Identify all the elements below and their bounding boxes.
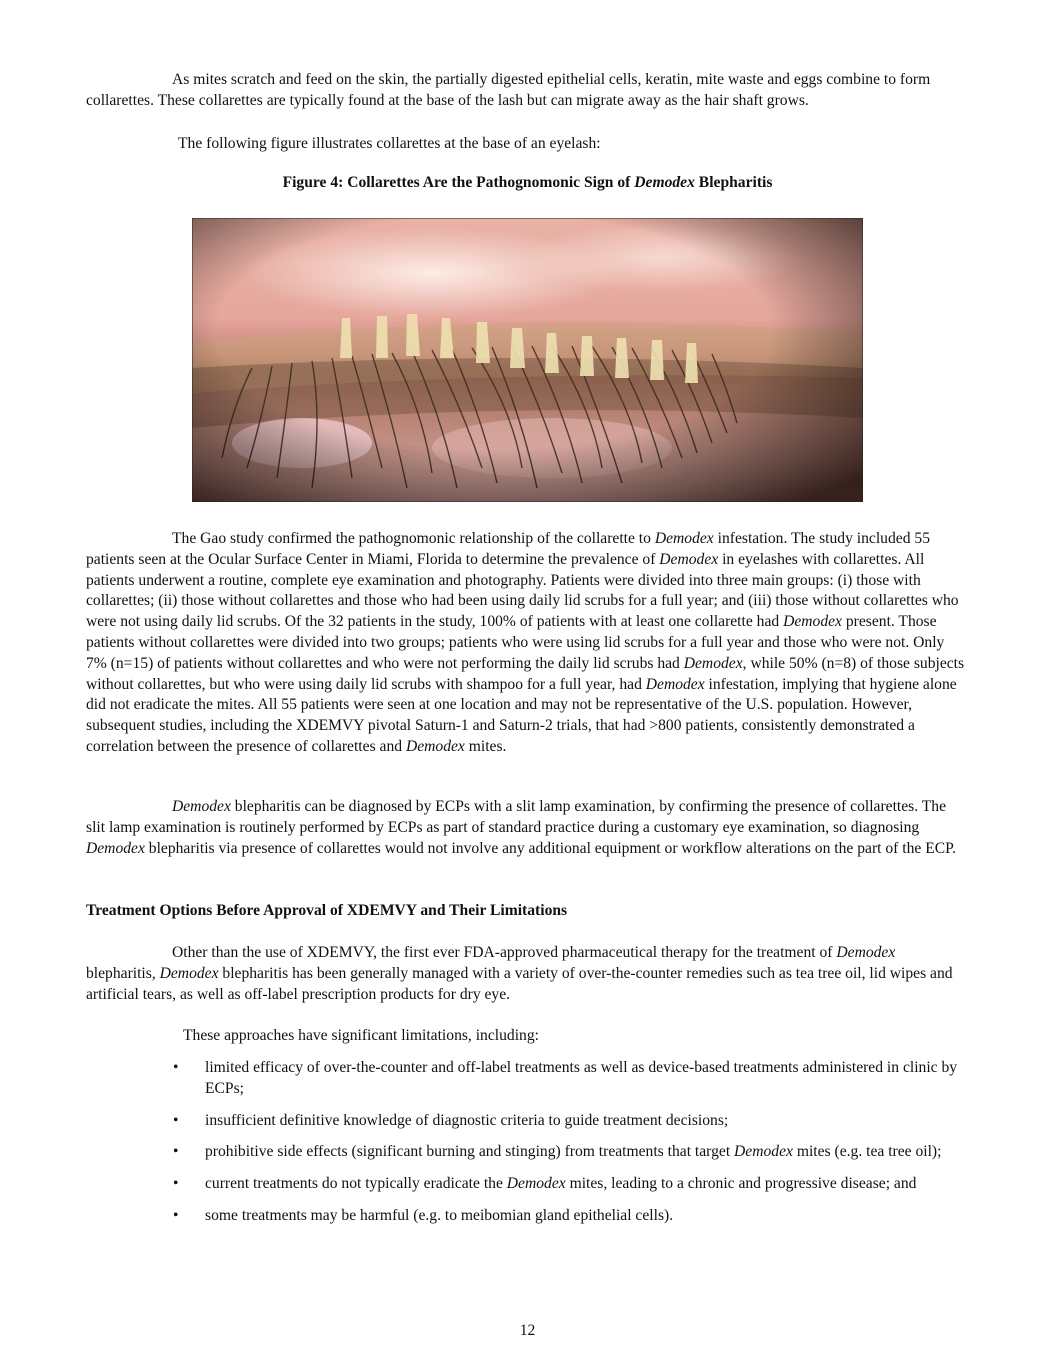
limitations-list [170, 1058, 970, 1238]
gao-text: present. Those patients without collarettes were divided into two groups; patients who were using lid scrubs for a full year and those who were not. Only 7% (n=15) of patients without collarettes and who were not performing the daily lid scrubs had [86, 613, 945, 672]
demodex-term: Demodex [783, 613, 842, 631]
list-item [170, 1206, 970, 1227]
page-number: 12 [519, 1322, 536, 1339]
treatment-text: blepharitis has been generally managed with a variety of over-the-counter remedies such as tea tree oil, lid wipes and artificial tears, as well as off-label prescription products for dry eye. [86, 964, 953, 1003]
demodex-term: Demodex [645, 675, 705, 693]
treatment-text: Other than the use of XDEMVY, the first ever FDA-approved pharmaceutical therapy for the treatment of [172, 944, 837, 961]
list-item [170, 1111, 970, 1132]
demodex-term: Demodex [836, 944, 896, 961]
list-item-text: mites, leading to a chronic and progressive disease; and [565, 1175, 917, 1193]
figure-caption [0, 174, 1055, 192]
paragraph-figure-intro: The following figure illustrates collarettes at the base of an eyelash: [178, 135, 601, 152]
paragraph-limitations-intro: These approaches have significant limitations, including: [183, 1027, 539, 1044]
bullet-icon: • [173, 1059, 179, 1076]
demodex-term: Demodex [506, 1175, 566, 1193]
paragraph-treatment [86, 943, 966, 1005]
caption-suffix: Blepharitis [694, 174, 773, 191]
demodex-term: Demodex [172, 798, 231, 815]
gao-text: infestation. The study included 55 patients seen at the Ocular Surface Center in Miami, Florida to determine the prevalence of [86, 530, 930, 568]
demodex-term: Demodex [734, 1143, 793, 1161]
paragraph-collarettes-intro: As mites scratch and feed on the skin, the partially digested epithelial cells, keratin, mite waste and eggs combine to form collarettes. These collarettes are typically found at the base of the lash but can migrate away as the hair shaft grows. [86, 71, 931, 109]
gao-text: in eyelashes with collarettes. All patients underwent a routine, complete eye examination and photography. Patients were divided into three main groups: (i) those with collarettes; (ii) those without collarettes and those who had been using daily lid scrubs for a full year; and (iii) those without collarettes who were not using daily lid scrubs. Of the 32 patients in the study, 100% of patients with at least one collarette had [86, 550, 959, 631]
gao-text: infestation, implying that hygiene alone did not eradicate the mites. All 55 patients were seen at one location and may not be representative of the U.S. population. However, subsequent studies, including the XDEMVY pivotal Saturn-1 and Saturn-2 trials, that had >800 patients, consistently demonstrated a correlation between the presence of collarettes and [86, 675, 957, 755]
list-item-text: insufficient definitive knowledge of diagnostic criteria to guide treatment decisions; [205, 1111, 729, 1129]
demodex-term: Demodex [659, 550, 719, 568]
bullet-icon: • [173, 1175, 179, 1193]
list-item-text: current treatments do not typically eradicate the [205, 1175, 507, 1193]
diagnosis-text: blepharitis can be diagnosed by ECPs with a slit lamp examination, by confirming the presence of collarettes. The slit lamp examination is routinely performed by ECPs as part of standard practice during a customary eye examination, so diagnosing [86, 798, 946, 836]
list-item [170, 1174, 970, 1195]
list-item-text: mites (e.g. tea tree oil); [792, 1143, 942, 1161]
eyelash-collarettes-photo [192, 218, 863, 502]
demodex-term: Demodex [405, 737, 465, 755]
bullet-icon: • [173, 1111, 179, 1129]
list-item-text: limited efficacy of over-the-counter and off-label treatments as well as device-based treatments administered in clinic by ECPs; [205, 1059, 958, 1097]
gao-text: , while 50% (n=8) of those subjects without collarettes, but who were using daily lid scrubs with shampoo for a full year, had [86, 654, 965, 693]
list-item-text: prohibitive side effects (significant burning and stinging) from treatments that target [205, 1143, 735, 1161]
gao-text: The Gao study confirmed the pathognomonic relationship of the collarette to [172, 530, 655, 547]
diagnosis-text: blepharitis via presence of collarettes would not involve any additional equipment or workflow alterations on the part of the ECP. [144, 839, 956, 857]
paragraph-diagnosis [86, 797, 966, 859]
list-item [170, 1142, 970, 1163]
list-item [170, 1058, 970, 1100]
bullet-icon: • [173, 1143, 179, 1161]
paragraph-gao-study [86, 529, 966, 758]
gao-text: mites. [464, 737, 507, 755]
section-heading: Treatment Options Before Approval of XDEMVY and Their Limitations [86, 902, 568, 919]
treatment-text: blepharitis, [86, 964, 160, 982]
demodex-term: Demodex [86, 839, 145, 857]
demodex-term: Demodex [159, 964, 219, 982]
demodex-term: Demodex [654, 530, 714, 547]
caption-text: Figure 4: Collarettes Are the Pathognomonic Sign of [282, 174, 635, 191]
demodex-term: Demodex [683, 654, 743, 672]
caption-italic: Demodex [634, 174, 695, 191]
list-item-text: some treatments may be harmful (e.g. to meibomian gland epithelial cells). [205, 1206, 674, 1224]
bullet-icon: • [173, 1206, 179, 1224]
